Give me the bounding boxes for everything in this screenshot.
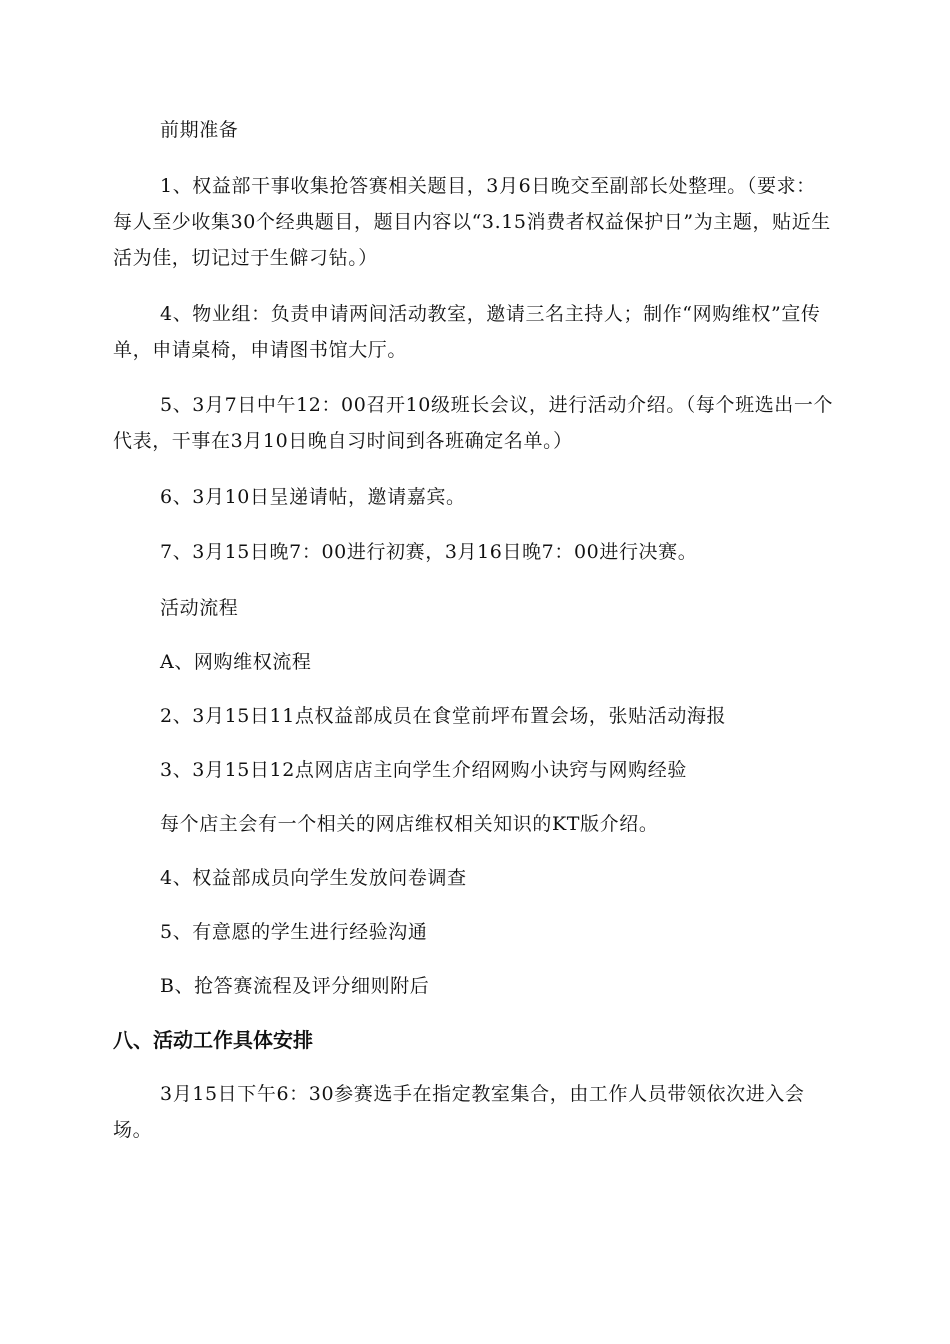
section-label-process: 活动流程: [160, 597, 239, 619]
paragraph-schedule: 3月15日下午6：30参赛选手在指定教室集合，由工作人员带领依次进入会场。: [113, 1083, 805, 1141]
paragraph-shop-owner-note: 每个店主会有一个相关的网店维权相关知识的KT版介绍。: [160, 813, 659, 835]
paragraph-process-4: 4、权益部成员向学生发放问卷调查: [160, 867, 467, 889]
paragraph-item-6: 6、3月10日呈递请帖，邀请嘉宾。: [160, 486, 466, 508]
paragraph-item-5: 5、3月7日中午12：00召开10级班长会议，进行活动介绍。（每个班选出一个代表，干事在3月10日晚自习时间到各班确定名单。）: [113, 394, 834, 452]
paragraph-process-2: 2、3月15日11点权益部成员在食堂前坪布置会场，张贴活动海报: [160, 705, 727, 727]
paragraph-process-5: 5、有意愿的学生进行经验沟通: [160, 921, 428, 943]
section-heading-8: 八、活动工作具体安排: [113, 1028, 313, 1052]
section-label-preparation: 前期准备: [160, 119, 239, 141]
paragraph-item-7: 7、3月15日晚7：00进行初赛，3月16日晚7：00进行决赛。: [160, 541, 698, 563]
paragraph-item-a: A、网购维权流程: [160, 651, 312, 673]
paragraph-item-1: 1、权益部干事收集抢答赛相关题目，3月6日晚交至副部长处整理。（要求：每人至少收集30个经典题目，题目内容以“3.15消费者权益保护日”为主题，贴近生活为佳，切记过于生僻刁钻。）: [113, 175, 831, 269]
paragraph-item-b: B、抢答赛流程及评分细则附后: [160, 975, 430, 997]
paragraph-process-3: 3、3月15日12点网店店主向学生介绍网购小诀窍与网购经验: [160, 759, 687, 781]
paragraph-item-4: 4、物业组：负责申请两间活动教室，邀请三名主持人；制作“网购维权”宣传单，申请桌椅，申请图书馆大厅。: [113, 303, 821, 361]
